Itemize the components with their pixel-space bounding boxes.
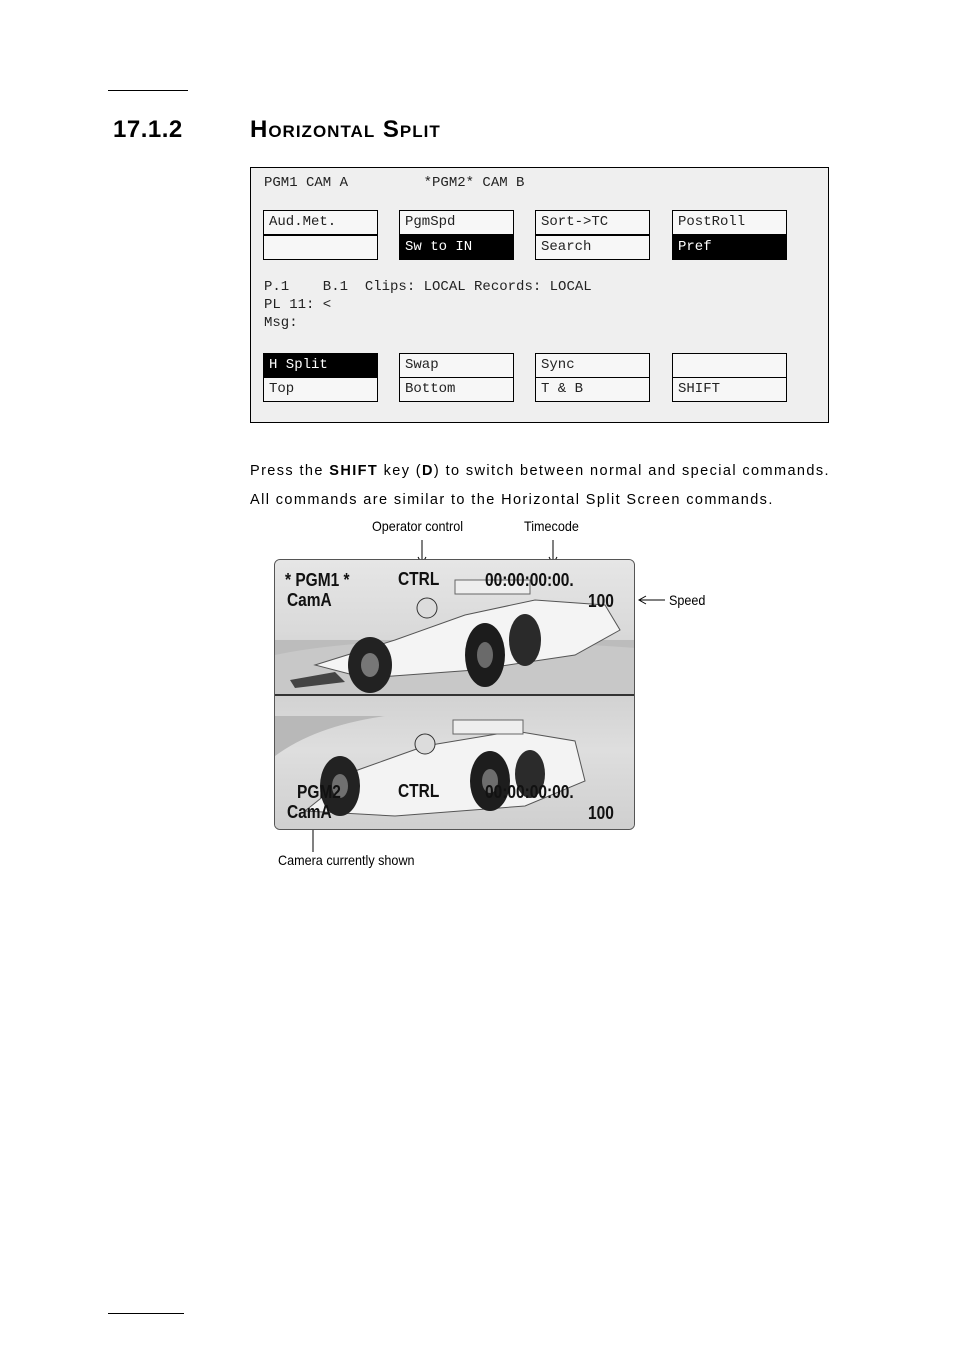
text-fragment: key (: [378, 463, 423, 479]
commands-note: All commands are similar to the Horizontal Split Screen commands.: [250, 492, 774, 508]
key-sync[interactable]: Sync: [535, 353, 650, 378]
text-fragment: ) to switch between normal and special commands.: [433, 463, 830, 479]
key-bottom[interactable]: Bottom: [399, 377, 514, 402]
bottom-control-label: CTRL: [398, 781, 440, 801]
speed-label: Speed: [669, 592, 706, 608]
key-sort-tc[interactable]: Sort->TC: [535, 210, 650, 235]
status-line: P.1 B.1 Clips: LOCAL Records: LOCAL: [264, 279, 592, 295]
top-control-label: CTRL: [398, 569, 440, 589]
bottom-video-pane: [275, 696, 634, 830]
footer-rule: [108, 1313, 184, 1314]
key-search[interactable]: Search: [535, 235, 650, 260]
bottom-speed: 100: [588, 803, 614, 823]
key-letter: D: [422, 463, 434, 479]
key-pref[interactable]: Pref: [672, 235, 787, 260]
playlist-line: PL 11: <: [264, 297, 332, 313]
key-h-split[interactable]: H Split: [263, 353, 378, 378]
camera-shown-label: Camera currently shown: [278, 852, 415, 868]
top-camera-label: CamA: [287, 590, 332, 610]
key-aud-met[interactable]: Aud.Met.: [263, 210, 378, 235]
key-sw-to-in[interactable]: Sw to IN: [399, 235, 514, 260]
section-title: Horizontal Split: [250, 116, 441, 143]
timecode-label: Timecode: [524, 518, 579, 534]
top-video-pane: [275, 560, 634, 695]
key-top[interactable]: Top: [263, 377, 378, 402]
top-speed: 100: [588, 591, 614, 611]
operator-control-label: Operator control: [372, 518, 464, 534]
key-postroll[interactable]: PostRoll: [672, 210, 787, 235]
message-line: Msg:: [264, 315, 298, 331]
top-channel-label: * PGM1 *: [285, 570, 350, 590]
bottom-channel-label: PGM2: [297, 782, 341, 802]
section-number: 17.1.2: [113, 116, 183, 143]
channel-header-line: PGM1 CAM A *PGM2* CAM B: [264, 175, 525, 191]
bottom-timecode: 00:00:00:00.: [485, 782, 574, 802]
split-screen-monitor: [274, 559, 635, 830]
top-timecode: 00:00:00:00.: [485, 570, 574, 590]
key-swap[interactable]: Swap: [399, 353, 514, 378]
shift-key-name: SHIFT: [329, 463, 379, 479]
text-fragment: Press the: [250, 463, 330, 479]
key-t-and-b[interactable]: T & B: [535, 377, 650, 402]
key-shift[interactable]: SHIFT: [672, 377, 787, 402]
key-pgmspd[interactable]: PgmSpd: [399, 210, 514, 235]
bottom-camera-label: CamA: [287, 802, 332, 822]
